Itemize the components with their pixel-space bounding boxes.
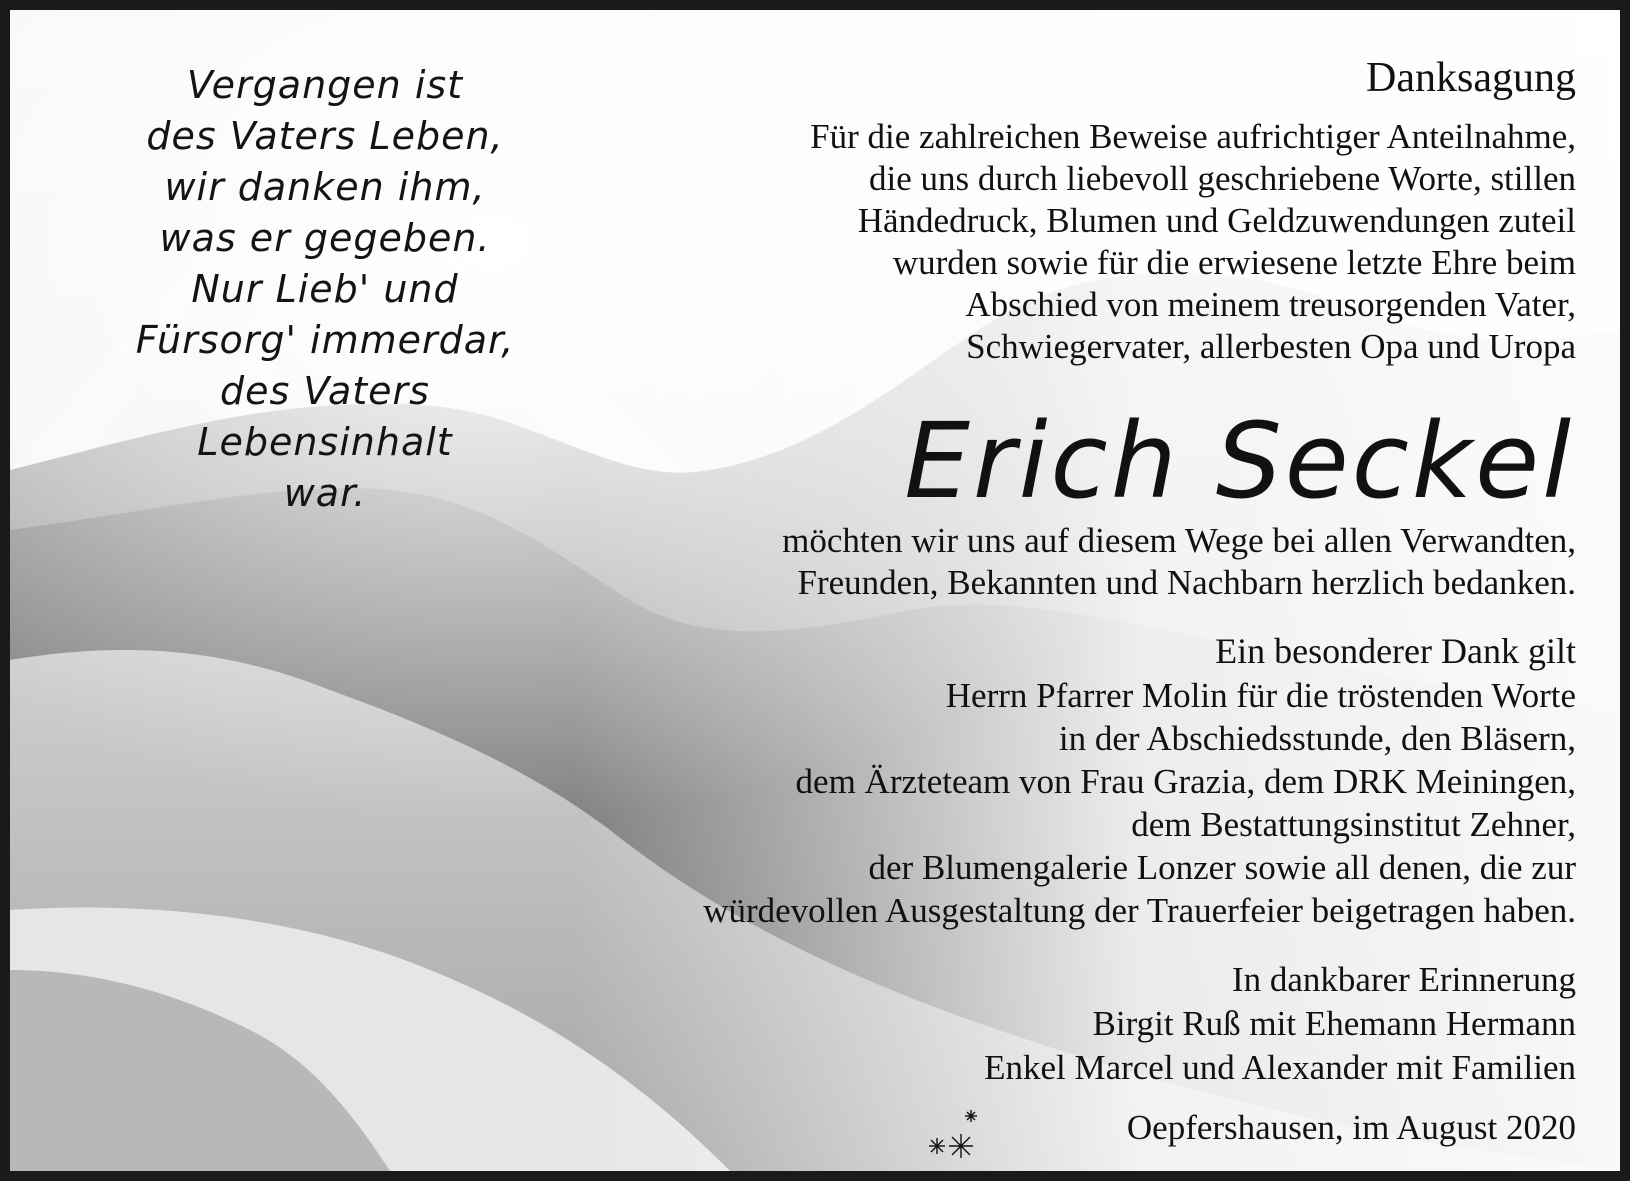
poem <box>90 60 560 519</box>
signature-line: Birgit Ruß mit Ehemann Hermann <box>1092 1004 1576 1043</box>
intro-line: die uns durch liebevoll geschriebene Worte, stillen <box>868 159 1576 198</box>
deceased-name: Erich Seckel <box>904 400 1574 522</box>
intro-text <box>810 116 1576 368</box>
poem-line: was er gegeben. <box>159 216 491 260</box>
special-line: in der Abschiedsstunde, den Bläsern, <box>1058 719 1576 758</box>
special-line: würdevollen Ausgestaltung der Trauerfeier beigetragen haben. <box>703 891 1576 930</box>
poem-line: wir danken ihm, <box>164 165 486 209</box>
special-line: Herrn Pfarrer Molin für die tröstenden Worte <box>945 676 1576 715</box>
flower-sprigs-icon <box>915 1108 995 1168</box>
special-thanks-text <box>703 674 1576 932</box>
poem-line: Lebensinhalt <box>197 420 453 464</box>
intro-line: Händedruck, Blumen und Geldzuwendungen zuteil <box>857 201 1576 240</box>
notice-title: Danksagung <box>1366 55 1576 101</box>
intro-line: Für die zahlreichen Beweise aufrichtiger Anteilnahme, <box>810 117 1576 156</box>
signatures <box>984 1002 1576 1090</box>
poem-line: Vergangen ist <box>186 63 464 107</box>
place-and-date: Oepfershausen, im August 2020 <box>1126 1108 1576 1147</box>
intro-line: wurden sowie für die erwiesene letzte Ehre beim <box>892 243 1576 282</box>
special-line: dem Bestattungsinstitut Zehner, <box>1131 805 1576 844</box>
poem-line: des Vaters <box>220 369 430 413</box>
special-thanks-heading: Ein besonderer Dank gilt <box>1215 631 1576 671</box>
intro-line: Schwiegervater, allerbesten Opa und Uropa <box>966 327 1576 366</box>
poem-line: Fürsorg' immerdar, <box>135 318 515 362</box>
special-line: dem Ärzteteam von Frau Grazia, dem DRK Meiningen, <box>795 762 1576 801</box>
thanks-line: Freunden, Bekannten und Nachbarn herzlich bedanken. <box>797 563 1576 602</box>
thanks-text <box>782 520 1576 604</box>
intro-line: Abschied von meinem treusorgenden Vater, <box>965 285 1576 324</box>
signature-line: Enkel Marcel und Alexander mit Familien <box>984 1048 1576 1087</box>
poem-line: des Vaters Leben, <box>146 114 504 158</box>
poem-line: Nur Lieb' und <box>191 267 459 311</box>
special-line: der Blumengalerie Lonzer sowie all denen, die zur <box>868 848 1576 887</box>
closing-phrase: In dankbarer Erinnerung <box>1231 960 1576 999</box>
poem-line: war. <box>283 471 367 515</box>
thanks-line: möchten wir uns auf diesem Wege bei allen Verwandten, <box>782 521 1576 560</box>
